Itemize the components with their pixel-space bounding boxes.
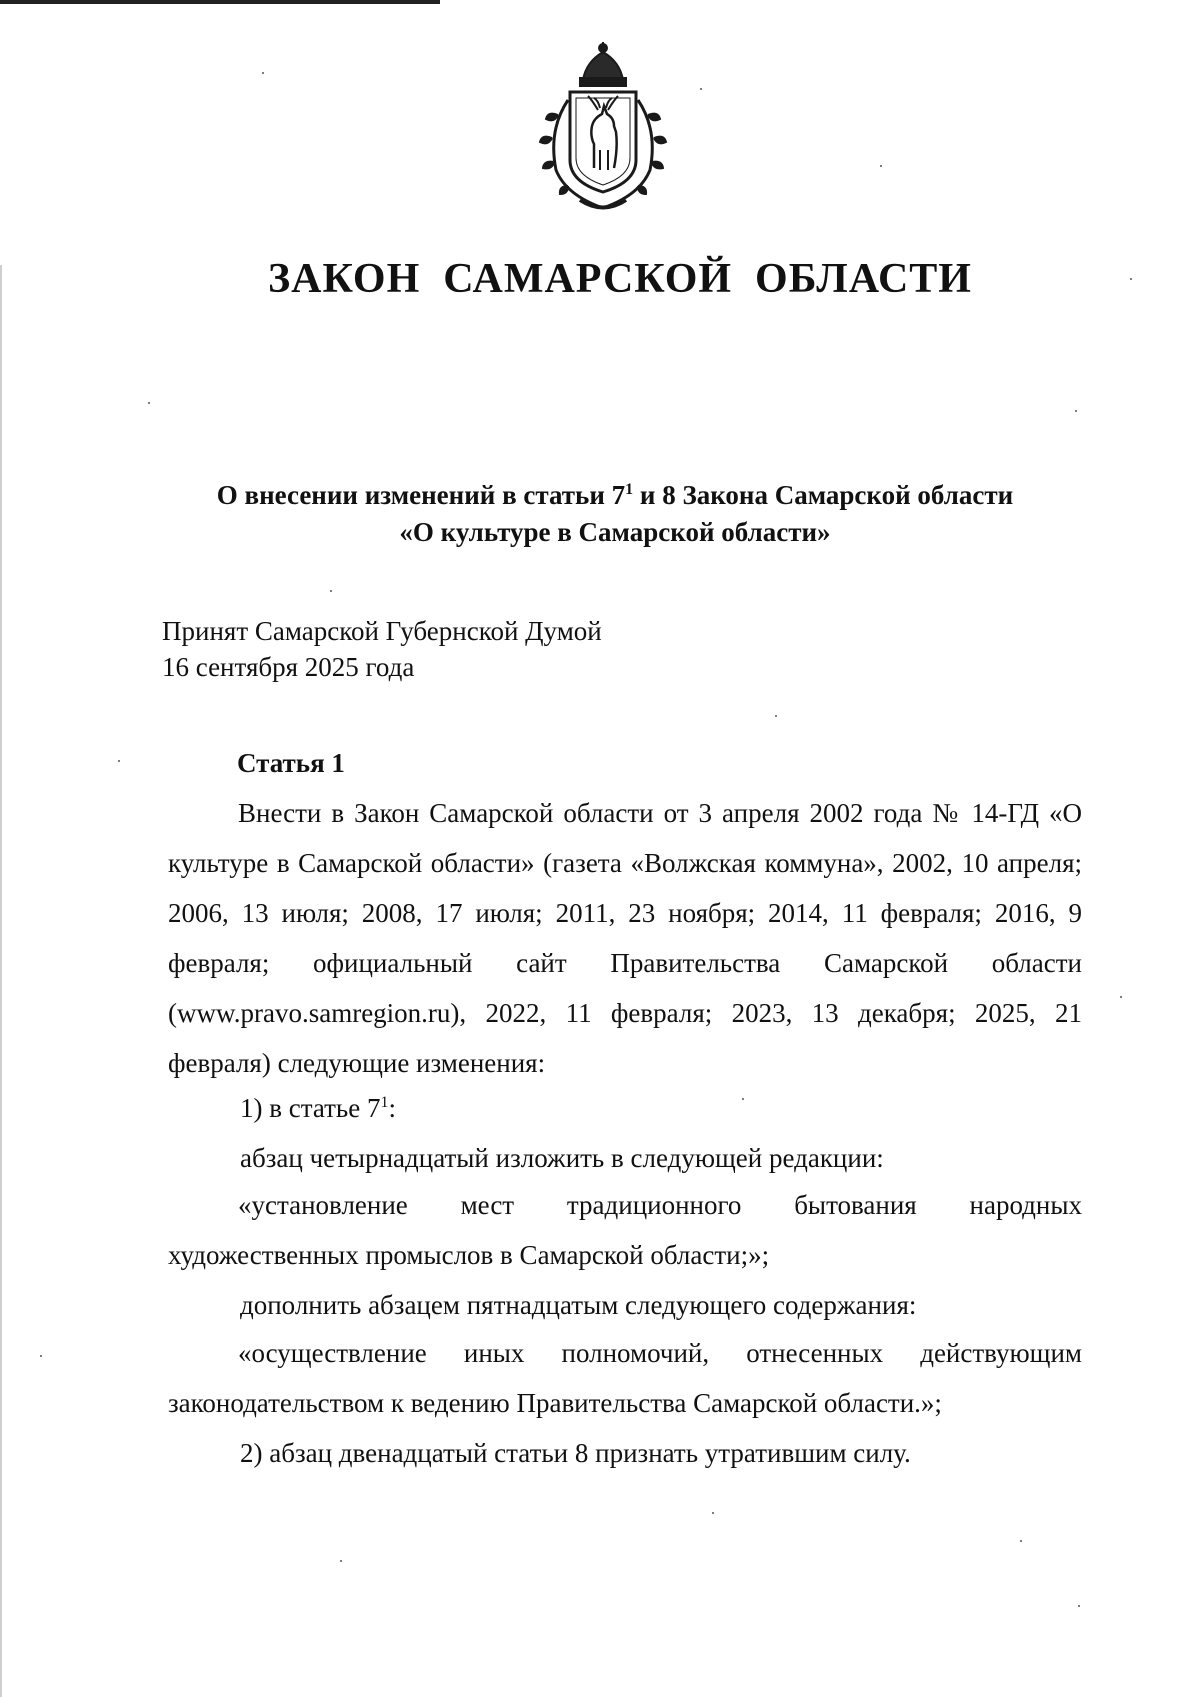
scan-speck	[775, 715, 777, 717]
subject-line-1	[0, 477, 1200, 514]
scan-speck	[340, 1560, 342, 1562]
article-heading: Статья 1	[237, 748, 345, 778]
scan-edge-line	[0, 0, 440, 4]
item-1-line-a: абзац четырнадцатый изложить в следующей редакции:	[240, 1143, 884, 1173]
article-intro-paragraph: Внести в Закон Самарской области от 3 апреля 2002 года № 14-ГД «О культуре в Самарской области» (газета «Волжская коммуна», 2002, 10 апреля; 2006, 13 июля; 2008, 17 июля; 2011, 23 ноября; 2014, 11 февраля; 2016, 9 февраля; официальный сайт Правительства Самарской области (www.pravo.samregion.ru), 2022, 11 февраля; 2023, 13 декабря; 2025, 21 февраля) следующие изменения:	[168, 798, 1082, 1078]
adoption-body: Принят Самарской Губернской Думой	[162, 616, 602, 646]
scan-speck	[148, 402, 150, 404]
item-1-line-b: дополнить абзацем пятнадцатым следующего содержания:	[240, 1290, 917, 1320]
item-1-superscript: 1	[380, 1094, 389, 1111]
subject-line-1-pre: О внесении изменений в статьи 7	[216, 480, 626, 510]
item-1-heading	[240, 1093, 396, 1124]
samara-coat-of-arms-icon	[528, 40, 678, 215]
quote-2: «осуществление иных полномочий, отнесенных действующим законодательством к ведению Правительства Самарской области.»;	[168, 1338, 1082, 1418]
scan-speck	[700, 88, 702, 90]
scan-speck	[1120, 996, 1122, 998]
law-subject	[0, 477, 1200, 551]
law-title: ЗАКОН САМАРСКОЙ ОБЛАСТИ	[268, 256, 972, 302]
item-2: 2) абзац двенадцатый статьи 8 признать утратившим силу.	[240, 1438, 911, 1468]
subject-superscript: 1	[625, 481, 634, 498]
scan-speck	[742, 1098, 744, 1100]
item-1-pre: 1) в статье 7	[240, 1093, 381, 1123]
quote-1: «установление мест традиционного бытования народных художественных промыслов в Самарской области;»;	[168, 1190, 1082, 1270]
adoption-date: 16 сентября 2025 года	[162, 652, 415, 682]
scan-speck	[712, 1512, 714, 1514]
adoption-note	[162, 613, 602, 685]
scan-speck	[262, 72, 264, 74]
scan-speck	[40, 1355, 42, 1357]
scan-speck	[1075, 410, 1077, 412]
scan-speck	[1078, 1605, 1080, 1607]
scan-speck	[1020, 1540, 1022, 1542]
subject-line-1-post: и 8 Закона Самарской области	[633, 480, 1014, 510]
item-1-post: :	[388, 1093, 396, 1123]
scan-speck	[330, 590, 332, 592]
scan-speck	[880, 165, 882, 167]
subject-line-2: «О культуре в Самарской области»	[399, 517, 831, 547]
scan-speck	[118, 760, 120, 762]
